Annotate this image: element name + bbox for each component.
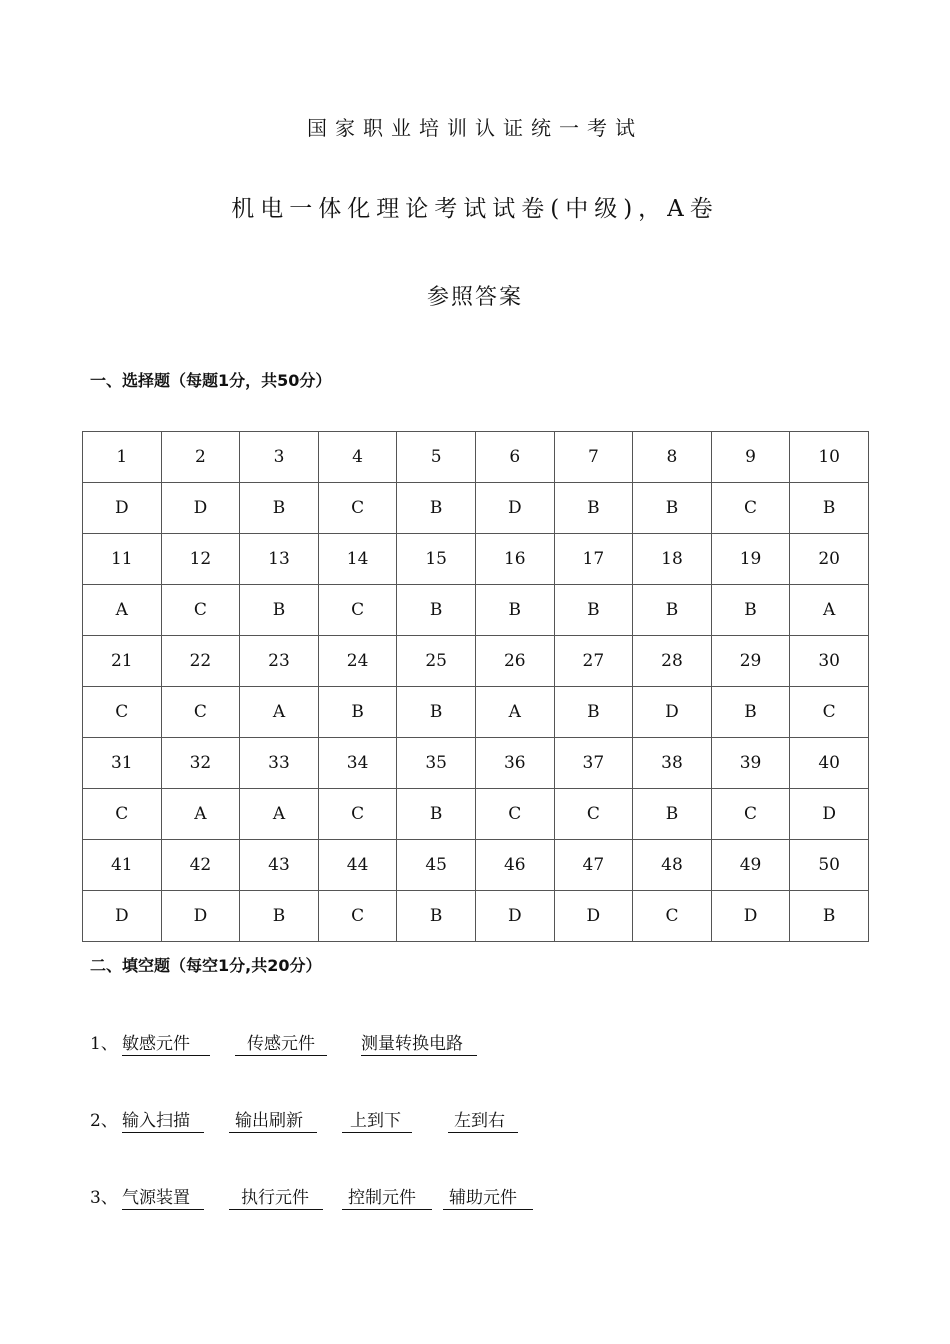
question-number-cell: 45 (397, 840, 476, 891)
answer-row (83, 687, 869, 738)
question-number-cell: 36 (475, 738, 554, 789)
fill-blank: 辅助元件 (443, 1183, 533, 1210)
question-number-cell: 20 (790, 534, 869, 585)
answer-cell: C (318, 891, 397, 942)
answer-cell: D (83, 483, 162, 534)
question-number-cell: 25 (397, 636, 476, 687)
answer-cell: B (397, 789, 476, 840)
answer-cell: D (711, 891, 790, 942)
question-number-cell: 47 (554, 840, 633, 891)
question-number-cell: 31 (83, 738, 162, 789)
answer-cell: B (475, 585, 554, 636)
answer-cell: C (554, 789, 633, 840)
answer-cell: B (397, 483, 476, 534)
answer-cell: D (161, 891, 240, 942)
answer-cell: B (397, 687, 476, 738)
question-number-cell: 28 (633, 636, 712, 687)
question-number-cell: 35 (397, 738, 476, 789)
answer-cell: B (240, 585, 319, 636)
question-number-cell: 43 (240, 840, 319, 891)
question-number-cell: 50 (790, 840, 869, 891)
question-number-cell: 14 (318, 534, 397, 585)
answer-cell: A (240, 687, 319, 738)
question-number-cell: 12 (161, 534, 240, 585)
fill-item-index: 3、 (90, 1188, 118, 1208)
answer-cell: D (790, 789, 869, 840)
question-number-cell: 4 (318, 432, 397, 483)
answer-cell: C (711, 483, 790, 534)
fill-item-index: 2、 (90, 1111, 118, 1131)
question-number-cell: 9 (711, 432, 790, 483)
question-number-cell: 23 (240, 636, 319, 687)
answer-cell: C (83, 789, 162, 840)
fill-blank: 上到下 (342, 1106, 412, 1133)
answer-row (83, 483, 869, 534)
answer-cell: C (633, 891, 712, 942)
question-number-cell: 5 (397, 432, 476, 483)
question-number-cell: 33 (240, 738, 319, 789)
answer-cell: B (633, 483, 712, 534)
answer-cell: A (475, 687, 554, 738)
answer-cell: C (790, 687, 869, 738)
question-number-cell: 41 (83, 840, 162, 891)
question-number-cell: 44 (318, 840, 397, 891)
fill-blank: 执行元件 (229, 1183, 323, 1210)
fill-blank: 控制元件 (342, 1183, 432, 1210)
question-number-cell: 40 (790, 738, 869, 789)
fill-item-2 (90, 1106, 505, 1131)
answer-cell: D (554, 891, 633, 942)
answer-cell: B (397, 585, 476, 636)
answer-cell: A (790, 585, 869, 636)
question-number-row (83, 636, 869, 687)
answer-row (83, 585, 869, 636)
fill-blank: 左到右 (448, 1106, 518, 1133)
answer-cell: B (554, 585, 633, 636)
question-number-row (83, 840, 869, 891)
answer-key-title: 参照答案 (426, 285, 523, 310)
question-number-cell: 29 (711, 636, 790, 687)
answer-cell: D (83, 891, 162, 942)
section1-title: 一、选择题（每题1分，共50分） (90, 371, 332, 390)
question-number-cell: 27 (554, 636, 633, 687)
question-number-cell: 39 (711, 738, 790, 789)
answer-cell: B (790, 891, 869, 942)
question-number-cell: 8 (633, 432, 712, 483)
answer-cell: B (240, 891, 319, 942)
fill-blank: 输出刷新 (229, 1106, 317, 1133)
fill-item-1 (90, 1029, 463, 1054)
question-number-cell: 6 (475, 432, 554, 483)
answer-cell: B (711, 687, 790, 738)
answer-cell: C (318, 585, 397, 636)
answer-cell: D (475, 483, 554, 534)
question-number-cell: 17 (554, 534, 633, 585)
question-number-cell: 19 (711, 534, 790, 585)
question-number-cell: 10 (790, 432, 869, 483)
question-number-cell: 21 (83, 636, 162, 687)
question-number-cell: 16 (475, 534, 554, 585)
question-number-cell: 38 (633, 738, 712, 789)
fill-item-3 (90, 1183, 517, 1208)
answer-cell: B (554, 687, 633, 738)
fill-blank: 气源装置 (122, 1183, 204, 1210)
question-number-cell: 26 (475, 636, 554, 687)
question-number-cell: 7 (554, 432, 633, 483)
question-number-row (83, 738, 869, 789)
question-number-cell: 13 (240, 534, 319, 585)
answer-cell: B (633, 585, 712, 636)
question-number-cell: 42 (161, 840, 240, 891)
question-number-cell: 3 (240, 432, 319, 483)
answer-cell: C (161, 585, 240, 636)
answer-cell: B (554, 483, 633, 534)
question-number-cell: 15 (397, 534, 476, 585)
answer-cell: A (240, 789, 319, 840)
question-number-cell: 30 (790, 636, 869, 687)
answer-cell: C (318, 483, 397, 534)
section2-title: 二、填空题（每空1分,共20分） (90, 956, 322, 975)
question-number-cell: 37 (554, 738, 633, 789)
answer-cell: C (83, 687, 162, 738)
question-number-cell: 1 (83, 432, 162, 483)
question-number-cell: 11 (83, 534, 162, 585)
fill-blank: 传感元件 (235, 1029, 327, 1056)
question-number-cell: 32 (161, 738, 240, 789)
answer-cell: B (633, 789, 712, 840)
answer-cell: B (790, 483, 869, 534)
fill-blank: 敏感元件 (122, 1029, 210, 1056)
question-number-cell: 49 (711, 840, 790, 891)
multiple-choice-answer-table (82, 431, 869, 942)
question-number-row (83, 432, 869, 483)
answer-row (83, 891, 869, 942)
answer-cell: C (711, 789, 790, 840)
exam-org-title: 国家职业培训认证统一考试 (307, 116, 643, 140)
answer-cell: B (240, 483, 319, 534)
answer-cell: C (161, 687, 240, 738)
exam-paper-title: 机电一体化理论考试试卷(中级)，A卷 (231, 196, 719, 222)
answer-cell: C (318, 789, 397, 840)
question-number-cell: 24 (318, 636, 397, 687)
question-number-row (83, 534, 869, 585)
question-number-cell: 2 (161, 432, 240, 483)
answer-cell: A (83, 585, 162, 636)
fill-blank: 测量转换电路 (361, 1029, 477, 1056)
question-number-cell: 22 (161, 636, 240, 687)
fill-blank: 输入扫描 (122, 1106, 204, 1133)
question-number-cell: 34 (318, 738, 397, 789)
answer-cell: D (633, 687, 712, 738)
answer-cell: B (318, 687, 397, 738)
answer-cell: D (161, 483, 240, 534)
question-number-cell: 48 (633, 840, 712, 891)
answer-cell: A (161, 789, 240, 840)
question-number-cell: 18 (633, 534, 712, 585)
answer-cell: C (475, 789, 554, 840)
answer-cell: B (711, 585, 790, 636)
fill-item-index: 1、 (90, 1034, 118, 1054)
answer-row (83, 789, 869, 840)
question-number-cell: 46 (475, 840, 554, 891)
answer-cell: D (475, 891, 554, 942)
answer-cell: B (397, 891, 476, 942)
